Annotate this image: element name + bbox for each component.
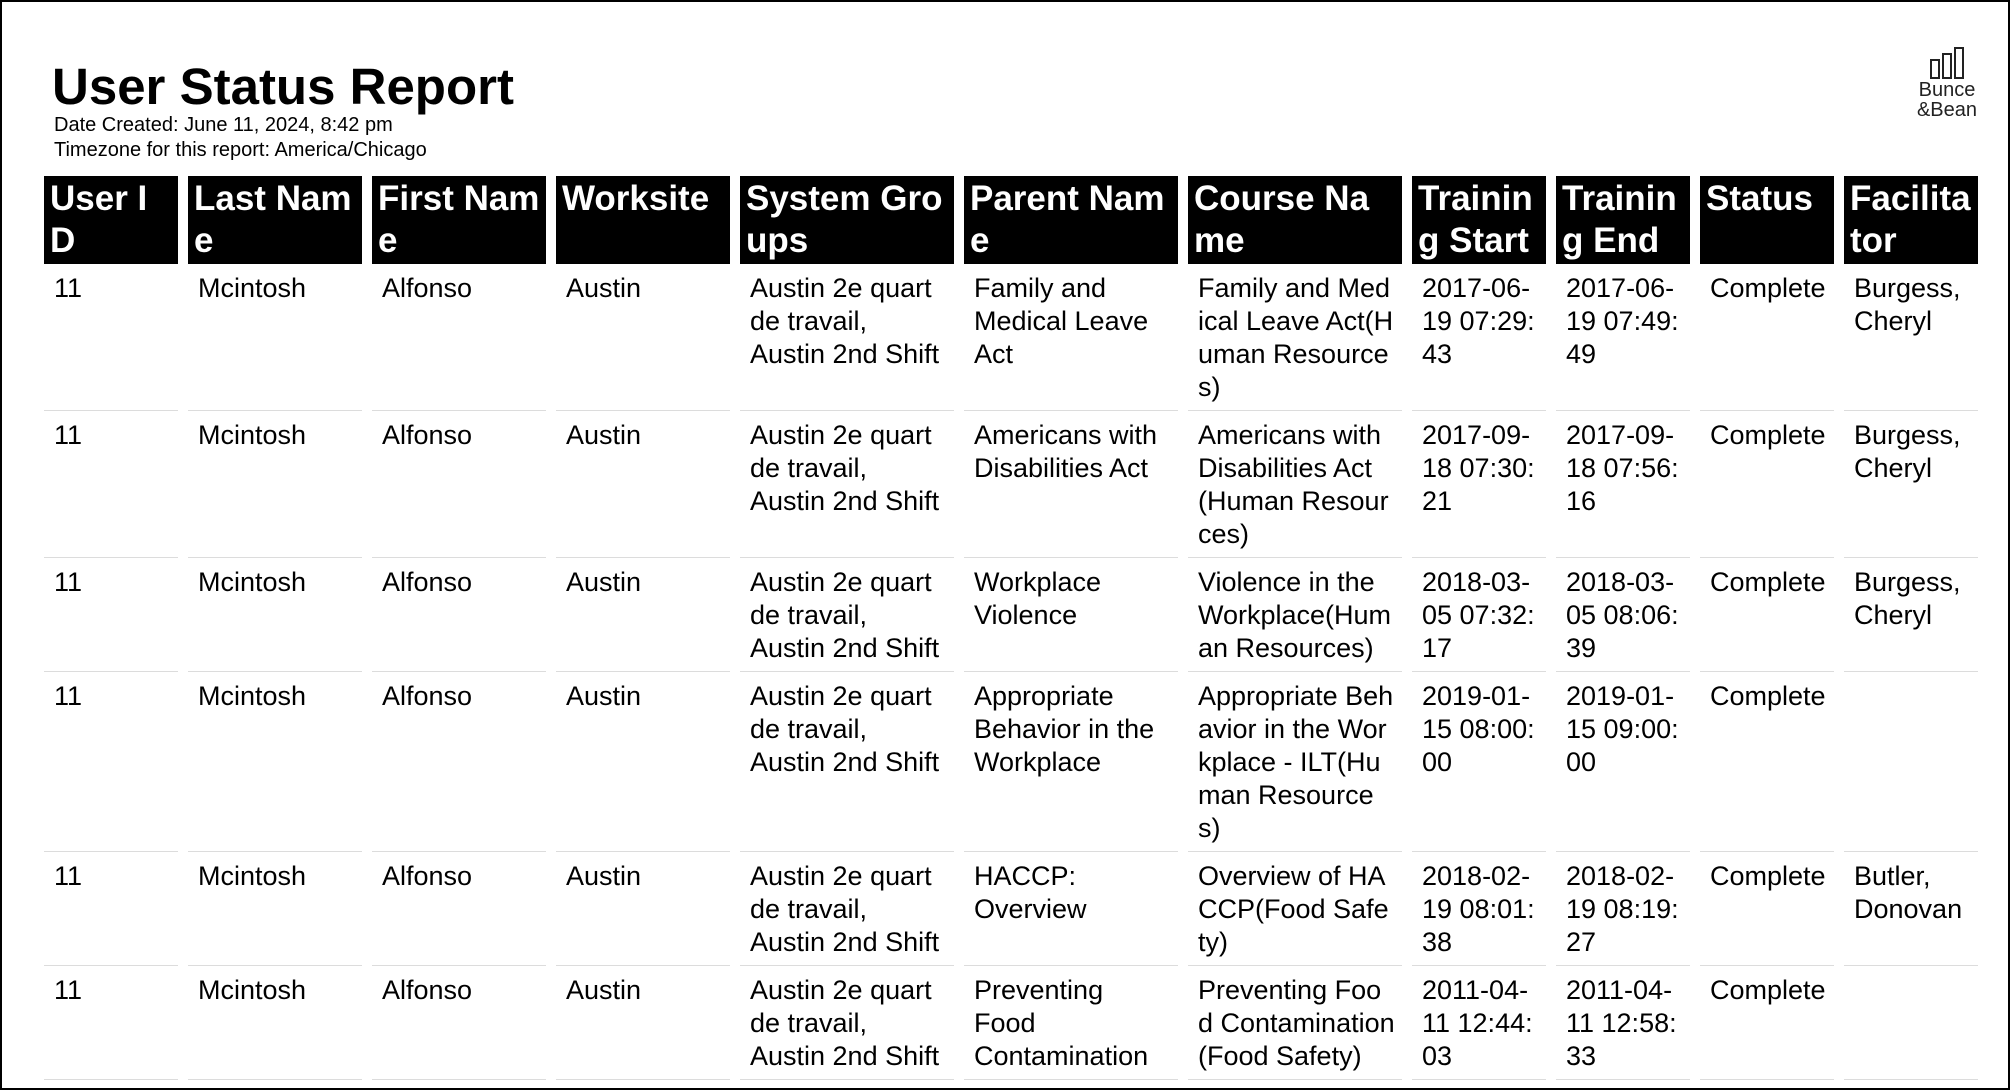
user-id-cell: 11	[44, 558, 178, 672]
worksite-cell: Austin	[556, 966, 730, 1080]
col-header-system-groups[interactable]: System Groups	[740, 176, 954, 264]
training-start-cell: 2011-04-11 12:44:03	[1412, 966, 1546, 1080]
last-name-cell: Mcintosh	[188, 966, 362, 1080]
worksite-cell: Austin	[556, 411, 730, 558]
report-table	[34, 176, 1988, 1080]
training-start-cell: 2018-02-19 08:01:38	[1412, 852, 1546, 966]
logo-text-line2: &Bean	[1916, 99, 1978, 121]
timezone-label: Timezone for this report: America/Chicago	[54, 139, 427, 161]
parent-name-cell: Americans with Disabilities Act	[964, 411, 1178, 558]
system-groups-cell: Austin 2e quart de travail, Austin 2nd Shift	[740, 558, 954, 672]
first-name-cell: Alfonso	[372, 852, 546, 966]
col-header-course-name[interactable]: Course Name	[1188, 176, 1402, 264]
worksite-cell: Austin	[556, 852, 730, 966]
facilitator-cell: Butler, Donovan	[1844, 852, 1978, 966]
col-header-last-name[interactable]: Last Name	[188, 176, 362, 264]
last-name-cell: Mcintosh	[188, 672, 362, 852]
status-cell: Complete	[1700, 411, 1834, 558]
last-name-cell: Mcintosh	[188, 558, 362, 672]
training-end-cell: 2018-02-19 08:19:27	[1556, 852, 1690, 966]
col-header-first-name[interactable]: First Name	[372, 176, 546, 264]
parent-name-cell: Family and Medical Leave Act	[964, 264, 1178, 411]
col-header-parent-name[interactable]: Parent Name	[964, 176, 1178, 264]
status-cell: Complete	[1700, 966, 1834, 1080]
first-name-cell: Alfonso	[372, 264, 546, 411]
date-created: Date Created: June 11, 2024, 8:42 pm	[54, 114, 393, 136]
user-id-cell: 11	[44, 411, 178, 558]
table-row	[44, 672, 1978, 852]
first-name-cell: Alfonso	[372, 966, 546, 1080]
table-row	[44, 558, 1978, 672]
parent-name-cell: Appropriate Behavior in the Workplace	[964, 672, 1178, 852]
training-end-cell: 2017-09-18 07:56:16	[1556, 411, 1690, 558]
training-start-cell: 2018-03-05 07:32:17	[1412, 558, 1546, 672]
table-row	[44, 852, 1978, 966]
facilitator-cell	[1844, 672, 1978, 852]
worksite-cell: Austin	[556, 264, 730, 411]
last-name-cell: Mcintosh	[188, 411, 362, 558]
bar-chart-building-icon	[1929, 46, 1965, 80]
system-groups-cell: Austin 2e quart de travail, Austin 2nd Shift	[740, 264, 954, 411]
user-id-cell: 11	[44, 672, 178, 852]
facilitator-cell: Burgess, Cheryl	[1844, 411, 1978, 558]
col-header-facilitator[interactable]: Facilitator	[1844, 176, 1978, 264]
course-name-cell: Americans with Disabilities Act(Human Resources)	[1188, 411, 1402, 558]
training-start-cell: 2019-01-15 08:00:00	[1412, 672, 1546, 852]
parent-name-cell: HACCP: Overview	[964, 852, 1178, 966]
first-name-cell: Alfonso	[372, 411, 546, 558]
facilitator-cell: Burgess, Cheryl	[1844, 558, 1978, 672]
course-name-cell: Overview of HACCP(Food Safety)	[1188, 852, 1402, 966]
training-start-cell: 2017-06-19 07:29:43	[1412, 264, 1546, 411]
facilitator-cell: Burgess, Cheryl	[1844, 264, 1978, 411]
company-logo	[1907, 46, 1987, 120]
header-row	[44, 176, 1978, 264]
parent-name-cell: Workplace Violence	[964, 558, 1178, 672]
report-title: User Status Report	[52, 58, 514, 115]
training-end-cell: 2017-06-19 07:49:49	[1556, 264, 1690, 411]
worksite-cell: Austin	[556, 558, 730, 672]
worksite-cell: Austin	[556, 672, 730, 852]
col-header-worksite[interactable]: Worksite	[556, 176, 730, 264]
col-header-training-start[interactable]: Training Start	[1412, 176, 1546, 264]
first-name-cell: Alfonso	[372, 558, 546, 672]
table-row	[44, 264, 1978, 411]
user-id-cell: 11	[44, 264, 178, 411]
status-cell: Complete	[1700, 558, 1834, 672]
training-end-cell: 2019-01-15 09:00:00	[1556, 672, 1690, 852]
status-cell: Complete	[1700, 264, 1834, 411]
first-name-cell: Alfonso	[372, 672, 546, 852]
table-row	[44, 411, 1978, 558]
col-header-user-id[interactable]: User ID	[44, 176, 178, 264]
parent-name-cell: Preventing Food Contamination	[964, 966, 1178, 1080]
facilitator-cell	[1844, 966, 1978, 1080]
system-groups-cell: Austin 2e quart de travail, Austin 2nd Shift	[740, 852, 954, 966]
system-groups-cell: Austin 2e quart de travail, Austin 2nd Shift	[740, 672, 954, 852]
table-row	[44, 966, 1978, 1080]
course-name-cell: Preventing Food Contamination(Food Safety)	[1188, 966, 1402, 1080]
training-end-cell: 2011-04-11 12:58:33	[1556, 966, 1690, 1080]
training-start-cell: 2017-09-18 07:30:21	[1412, 411, 1546, 558]
user-id-cell: 11	[44, 852, 178, 966]
training-end-cell: 2018-03-05 08:06:39	[1556, 558, 1690, 672]
course-name-cell: Violence in the Workplace(Human Resources)	[1188, 558, 1402, 672]
course-name-cell: Family and Medical Leave Act(Human Resources)	[1188, 264, 1402, 411]
system-groups-cell: Austin 2e quart de travail, Austin 2nd Shift	[740, 411, 954, 558]
system-groups-cell: Austin 2e quart de travail, Austin 2nd Shift	[740, 966, 954, 1080]
status-cell: Complete	[1700, 672, 1834, 852]
last-name-cell: Mcintosh	[188, 264, 362, 411]
last-name-cell: Mcintosh	[188, 852, 362, 966]
status-cell: Complete	[1700, 852, 1834, 966]
col-header-training-end[interactable]: Training End	[1556, 176, 1690, 264]
col-header-status[interactable]: Status	[1700, 176, 1834, 264]
user-id-cell: 11	[44, 966, 178, 1080]
course-name-cell: Appropriate Behavior in the Workplace - ILT(Human Resources)	[1188, 672, 1402, 852]
logo-text-line1: Bunce	[1918, 79, 1976, 101]
